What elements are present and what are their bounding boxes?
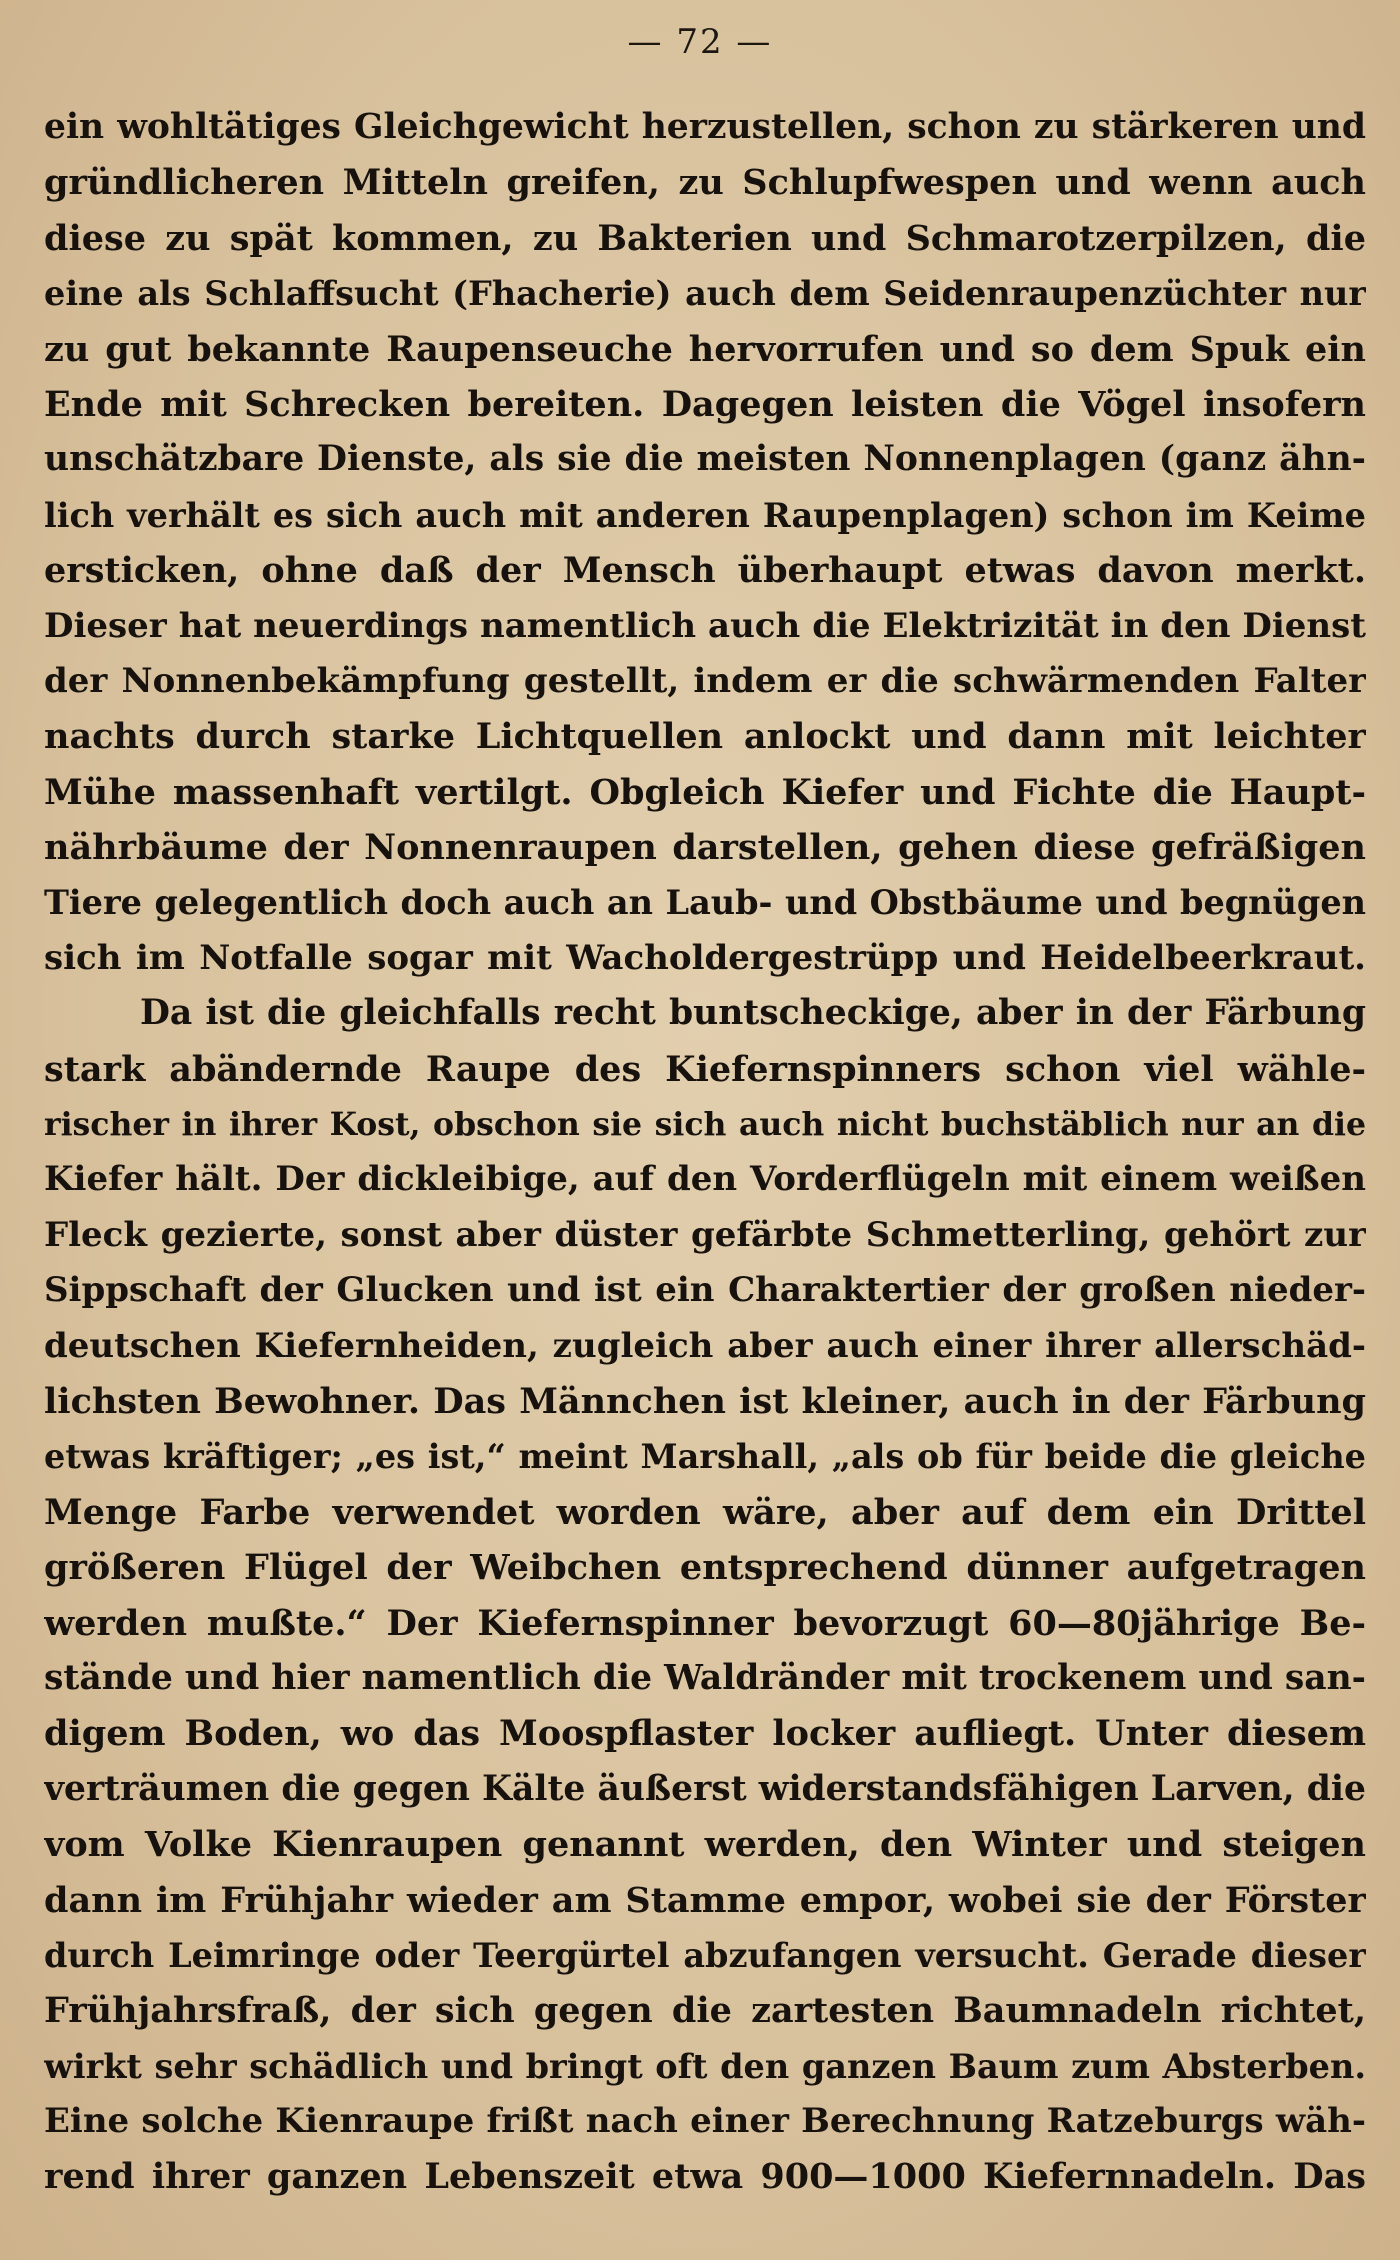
text-line: Tiere gelegentlich doch auch an Laub- und Obstbäume und begnügen [44, 883, 1366, 923]
body-text [44, 100, 1366, 2205]
text-line: größeren Flügel der Weibchen entsprechend dünner aufgetragen [44, 1547, 1366, 1589]
text-line: gründlicheren Mitteln greifen, zu Schlupfwespen und wenn auch [44, 162, 1366, 204]
text-line: durch Leimringe oder Teergürtel abzufangen versucht. Gerade dieser [44, 1935, 1366, 1975]
text-line: lich verhält es sich auch mit anderen Raupenplagen) schon im Keime [44, 495, 1366, 535]
text-line: ein wohltätiges Gleichgewicht herzustellen, schon zu stärkeren und [44, 107, 1366, 147]
text-line: Eine solche Kienraupe frißt nach einer Berechnung Ratzeburgs wäh- [44, 2101, 1366, 2142]
text-line: verträumen die gegen Kälte äußerst widerstandsfähigen Larven, die [44, 1768, 1366, 1809]
text-line: dann im Frühjahr wieder am Stamme empor, wobei sie der Förster [44, 1879, 1366, 1921]
text-line: zu gut bekannte Raupenseuche hervorrufen und so dem Spuk ein [44, 328, 1366, 370]
text-line: Dieser hat neuerdings namentlich auch die Elektrizität in den Dienst [44, 605, 1366, 646]
text-line: werden mußte.“ Der Kiefernspinner bevorzugt 60—80jährige Be- [44, 1602, 1366, 1644]
text-line: diese zu spät kommen, zu Bakterien und Schmarotzerpilzen, die [44, 217, 1366, 259]
text-line: Kiefer hält. Der dickleibige, auf den Vorderflügeln mit einem weißen [44, 1159, 1366, 1200]
text-line: wirkt sehr schädlich und bringt oft den ganzen Baum zum Absterben. [44, 2046, 1366, 2086]
text-line: Menge Farbe verwendet worden wäre, aber auf dem ein Drittel [44, 1491, 1366, 1533]
text-line: unschätzbare Dienste, als sie die meisten Nonnenplagen (ganz ähn- [44, 439, 1366, 480]
text-line: ersticken, ohne daß der Mensch überhaupt etwas davon merkt. [44, 550, 1366, 592]
text-line: deutschen Kiefernheiden, zugleich aber auch einer ihrer allerschäd- [44, 1325, 1366, 1366]
text-line: digem Boden, wo das Moospflaster locker aufliegt. Unter diesem [44, 1713, 1366, 1755]
text-line: stände und hier namentlich die Waldränder mit trockenem und san- [44, 1657, 1366, 1698]
text-line: Ende mit Schrecken bereiten. Dagegen leisten die Vögel insofern [44, 383, 1366, 425]
text-line: Fleck gezierte, sonst aber düster gefärbte Schmetterling, gehört zur [44, 1214, 1366, 1255]
text-line: nährbäume der Nonnenraupen darstellen, gehen diese gefräßigen [44, 827, 1366, 869]
text-line: Sippschaft der Glucken und ist ein Charaktertier der großen nieder- [44, 1270, 1366, 1311]
text-line: stark abändernde Raupe des Kiefernspinners schon viel wähle- [44, 1048, 1366, 1090]
text-line: nachts durch starke Lichtquellen anlockt und dann mit leichter [44, 716, 1366, 758]
text-line: Da ist die gleichfalls recht buntscheckige, aber in der Färbung [140, 993, 1366, 1034]
text-line: sich im Notfalle sogar mit Wacholdergestrüpp und Heidelbeerkraut. [44, 937, 1366, 978]
text-line: lichsten Bewohner. Das Männchen ist kleiner, auch in der Färbung [44, 1380, 1366, 1422]
text-line: rischer in ihrer Kost, obschon sie sich auch nicht buchstäblich nur an die [44, 1106, 1366, 1144]
text-line: etwas kräftiger; „es ist,“ meint Marshall, „als ob für beide die gleiche [44, 1437, 1366, 1477]
text-line: der Nonnenbekämpfung gestellt, indem er die schwärmenden Falter [44, 660, 1366, 701]
text-line: vom Volke Kienraupen genannt werden, den Winter und steigen [44, 1824, 1366, 1866]
page-number: — 72 — [627, 22, 773, 62]
text-line: Frühjahrsfraß, der sich gegen die zartesten Baumnadeln richtet, [44, 1990, 1366, 2032]
text-line: eine als Schlaffsucht (Fhacherie) auch dem Seidenraupenzüchter nur [44, 274, 1366, 314]
text-line: Mühe massenhaft vertilgt. Obgleich Kiefer und Fichte die Haupt- [44, 771, 1366, 813]
text-line: rend ihrer ganzen Lebenszeit etwa 900—1000 Kiefernnadeln. Das [44, 2156, 1366, 2198]
